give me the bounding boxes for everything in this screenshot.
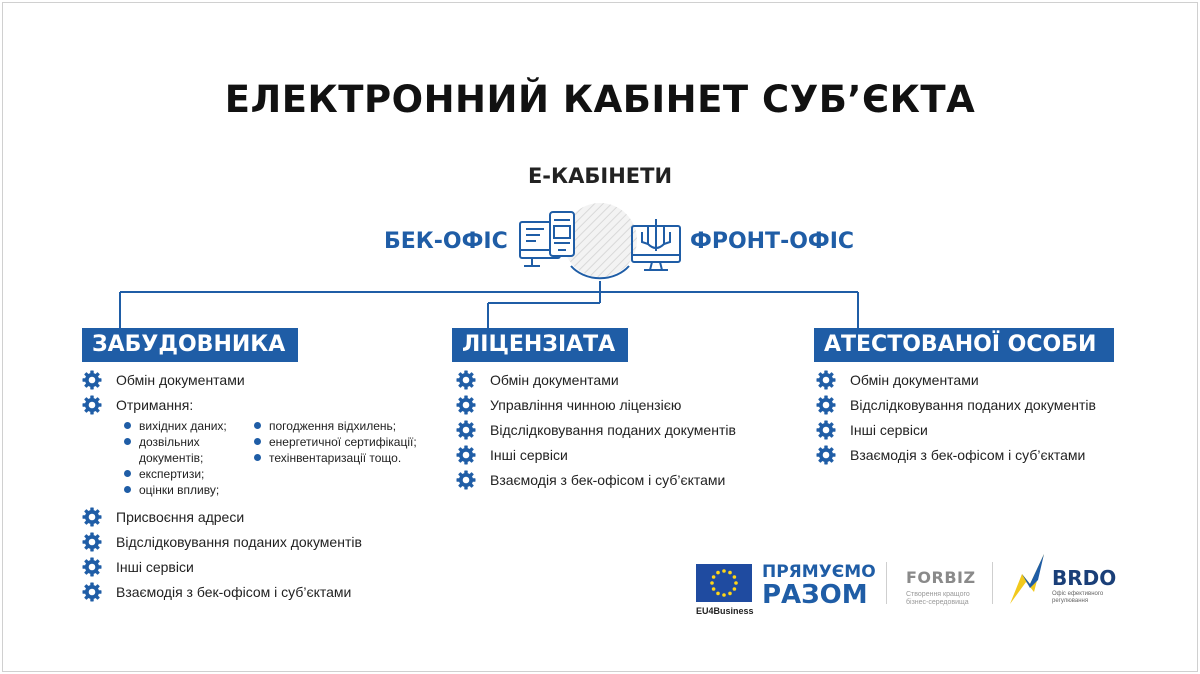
developer-services-bottom [82, 508, 362, 608]
list-item: Управління чинною ліцензією [456, 396, 736, 421]
gear-icon [816, 445, 836, 465]
sub-item: експертизи; [122, 466, 252, 482]
forbiz-logo: FORBIZ [906, 568, 976, 587]
forbiz-tagline: Створення кращого бізнес-середовища [906, 591, 970, 606]
sub-item: вихідних даних; [122, 418, 252, 434]
trident-monitor-icon [632, 219, 680, 270]
gear-icon [456, 370, 476, 390]
eu4business-caption: EU4Business [696, 606, 754, 616]
header-certified-person: АТЕСТОВАНОЇ ОСОБИ [814, 328, 1114, 362]
brdo-mark-icon [1008, 552, 1052, 608]
front-office-label: ФРОНТ-ОФІС [690, 229, 855, 254]
brdo-logo: BRDO [1052, 566, 1117, 590]
list-item: Присвоєння адреси [82, 508, 362, 533]
list-item: Відслідковування поданих документів [82, 533, 362, 558]
sub-item: техінвентаризації тощо. [252, 450, 422, 466]
sub-item: дозвільних документів; [122, 434, 252, 466]
list-item: Обмін документами [82, 371, 245, 396]
back-office-label: БЕК-ОФІС [384, 229, 508, 254]
gear-icon [456, 445, 476, 465]
gear-icon [82, 395, 102, 415]
list-item: Інші сервіси [82, 558, 362, 583]
obtaining-sublist-left [122, 418, 252, 498]
devices-icon [520, 212, 574, 266]
brdo-tagline: Офіс ефективного регулювання [1052, 591, 1104, 604]
gear-icon [456, 420, 476, 440]
gear-icon [82, 532, 102, 552]
eu-flag-icon [696, 564, 752, 602]
header-developer: ЗАБУДОВНИКА [82, 328, 298, 362]
list-item: Обмін документами [816, 371, 1096, 396]
partner-logos [696, 558, 1136, 620]
sub-item: погодження відхилень; [252, 418, 422, 434]
list-item: Отримання: [82, 396, 245, 421]
gear-icon [456, 470, 476, 490]
obtaining-sublist-right [252, 418, 422, 466]
list-item: Взаємодія з бек-офісом і суб’єктами [816, 446, 1096, 471]
certified-person-services [816, 371, 1096, 471]
gear-icon [816, 370, 836, 390]
gear-icon [816, 420, 836, 440]
e-cabinets-subtitle: Е-КАБІНЕТИ [527, 164, 673, 188]
sub-item: енергетичної сертифікації; [252, 434, 422, 450]
pryamuemo-logo-line2: РАЗОМ [762, 580, 868, 610]
logo-divider [886, 562, 887, 604]
list-item: Відслідковування поданих документів [456, 421, 736, 446]
list-item: Відслідковування поданих документів [816, 396, 1096, 421]
gear-icon [82, 582, 102, 602]
header-licensee: ЛІЦЕНЗІАТА [452, 328, 628, 362]
developer-services-top [82, 371, 245, 421]
gear-icon [82, 370, 102, 390]
list-item: Взаємодія з бек-офісом і суб’єктами [82, 583, 362, 608]
gear-icon [82, 507, 102, 527]
pryamuemo-logo-line1: ПРЯМУЄМО [762, 562, 876, 582]
page-title: ЕЛЕКТРОННИЙ КАБІНЕТ СУБ’ЄКТА [224, 78, 976, 121]
list-item: Взаємодія з бек-офісом і суб’єктами [456, 471, 736, 496]
list-item: Інші сервіси [456, 446, 736, 471]
gear-icon [82, 557, 102, 577]
logo-divider [992, 562, 993, 604]
sub-item: оцінки впливу; [122, 482, 252, 498]
gear-icon [816, 395, 836, 415]
list-item: Обмін документами [456, 371, 736, 396]
licensee-services [456, 371, 736, 496]
gear-icon [456, 395, 476, 415]
list-item: Інші сервіси [816, 421, 1096, 446]
